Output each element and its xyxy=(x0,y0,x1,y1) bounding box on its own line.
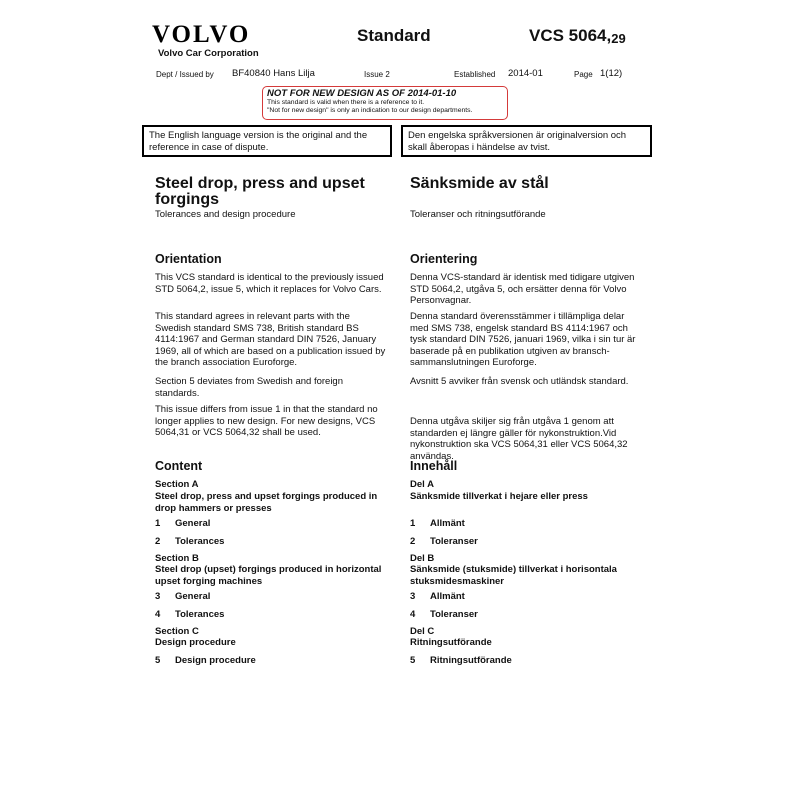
toc-label: Allmänt xyxy=(430,591,465,602)
orientation-paragraph-1-en: This VCS standard is identical to the previously issued STD 5064,2, issue 5, which it replaces for Volvo Cars. xyxy=(155,272,384,295)
section-c-label-sv: Del C xyxy=(410,626,435,637)
toc-number: 4 xyxy=(155,609,161,620)
subtitle-en: Tolerances and design procedure xyxy=(155,209,296,220)
issue-value: Issue 2 xyxy=(364,70,390,79)
toc-number: 5 xyxy=(410,655,416,666)
toc-label: Design procedure xyxy=(175,655,256,666)
toc-label: Tolerances xyxy=(175,536,225,547)
orientation-paragraph-2-sv: Denna standard överensstämmer i tillämpliga delar med SMS 738, engelsk standard BS 4114:1967 och tysk standard DIN 7526, januari 1969, vilka i sin tur är baserade på en publikation utgiven av bransch-sammanslutningen Euroforge. xyxy=(410,311,636,368)
toc-number: 5 xyxy=(155,655,161,666)
orientation-paragraph-3-en: Section 5 deviates from Swedish and foreign standards. xyxy=(155,376,343,399)
standard-number xyxy=(529,26,626,46)
not-for-new-design-notice xyxy=(262,86,508,120)
orientation-heading-en: Orientation xyxy=(155,252,222,266)
toc-label: Allmänt xyxy=(430,518,465,529)
orientation-paragraph-1-sv: Denna VCS-standard är identisk med tidigare utgiven STD 5064,2, utgåva 5, och ersätter denna för Volvo Personvagnar. xyxy=(410,272,635,306)
toc-number: 3 xyxy=(155,591,161,602)
content-heading-en: Content xyxy=(155,459,203,473)
section-a-title-en: Steel drop, press and upset forgings produced in drop hammers or presses xyxy=(155,491,378,514)
orientation-paragraph-3-sv: Avsnitt 5 avviker från svensk och utländsk standard. xyxy=(410,376,629,387)
section-a-label-sv: Del A xyxy=(410,479,434,490)
toc-item-2-en xyxy=(155,536,387,548)
notice-title: NOT FOR NEW DESIGN AS OF 2014-01-10 xyxy=(267,88,457,99)
content-heading-sv: Innehåll xyxy=(410,459,458,473)
orientation-paragraph-4-en: This issue differs from issue 1 in that the standard no longer applies to new design. For new designs, VCS 5064,31 or VCS 5064,32 shall be used. xyxy=(155,404,378,438)
dept-label: Dept / Issued by xyxy=(156,70,214,79)
section-c-label-en: Section C xyxy=(155,626,199,637)
toc-number: 1 xyxy=(155,518,161,529)
toc-label: General xyxy=(175,591,211,602)
toc-number: 1 xyxy=(410,518,416,529)
toc-number: 2 xyxy=(410,536,416,547)
toc-item-3-en xyxy=(155,591,387,603)
title-en: Steel drop, press and upset forgings xyxy=(155,175,365,208)
orientation-heading-sv: Orientering xyxy=(410,252,478,266)
established-label: Established xyxy=(454,70,496,79)
page-value: 1(12) xyxy=(600,68,623,79)
document-type: Standard xyxy=(357,26,431,45)
standard-number-suffix: 29 xyxy=(611,31,626,46)
section-c-title-en: Design procedure xyxy=(155,637,236,648)
toc-item-4-en xyxy=(155,609,387,621)
section-b-label-sv: Del B xyxy=(410,553,435,564)
toc-number: 2 xyxy=(155,536,161,547)
toc-number: 4 xyxy=(410,609,416,620)
section-b-title-sv: Sänksmide (stuksmide) tillverkat i horisontala stuksmidesmaskiner xyxy=(410,564,617,587)
section-b-label-en: Section B xyxy=(155,553,199,564)
toc-label: Ritningsutförande xyxy=(430,655,512,666)
orientation-paragraph-4-sv: Denna utgåva skiljer sig från utgåva 1 genom att standarden ej längre gäller för nykonstruktion.Vid nykonstruktion ska VCS 5064,31 eller VCS 5064,32 användas. xyxy=(410,416,628,462)
standard-number-main: VCS 5064, xyxy=(529,26,612,45)
orientation-paragraph-2-en: This standard agrees in relevant parts with the Swedish standard SMS 738, British standard BS 4114:1967 and German standard DIN 7526, January 1969, all of which are based on a publication issued by the branch association Euroforge. xyxy=(155,311,386,368)
section-a-title-sv: Sänksmide tillverkat i hejare eller press xyxy=(410,491,588,502)
dept-value: BF40840 Hans Lilja xyxy=(232,68,315,79)
toc-label: General xyxy=(175,518,211,529)
notice-line-2: "Not for new design" is only an indication to our design departments. xyxy=(267,107,473,114)
toc-item-5-sv xyxy=(410,655,642,667)
toc-item-1-en xyxy=(155,518,387,530)
section-c-title-sv: Ritningsutförande xyxy=(410,637,492,648)
toc-label: Toleranser xyxy=(430,536,478,547)
toc-item-5-en xyxy=(155,655,387,667)
toc-item-4-sv xyxy=(410,609,642,621)
volvo-logo: VOLVO xyxy=(152,21,251,48)
toc-label: Tolerances xyxy=(175,609,225,620)
subtitle-sv: Toleranser och ritningsutförande xyxy=(410,209,546,220)
language-note-sv: Den engelska språkversionen är originalversion och skall åberopas i händelse av tvist. xyxy=(401,125,652,157)
toc-item-3-sv xyxy=(410,591,642,603)
corporation-name: Volvo Car Corporation xyxy=(158,48,259,59)
toc-item-1-sv xyxy=(410,518,642,530)
established-value: 2014-01 xyxy=(508,68,543,79)
section-a-label-en: Section A xyxy=(155,479,199,490)
language-note-en: The English language version is the original and the reference in case of dispute. xyxy=(142,125,392,157)
toc-item-2-sv xyxy=(410,536,642,548)
title-sv: Sänksmide av stål xyxy=(410,175,549,192)
notice-line-1: This standard is valid when there is a reference to it. xyxy=(267,99,425,106)
page-label: Page xyxy=(574,70,593,79)
toc-number: 3 xyxy=(410,591,416,602)
section-b-title-en: Steel drop (upset) forgings produced in horizontal upset forging machines xyxy=(155,564,382,587)
toc-label: Toleranser xyxy=(430,609,478,620)
